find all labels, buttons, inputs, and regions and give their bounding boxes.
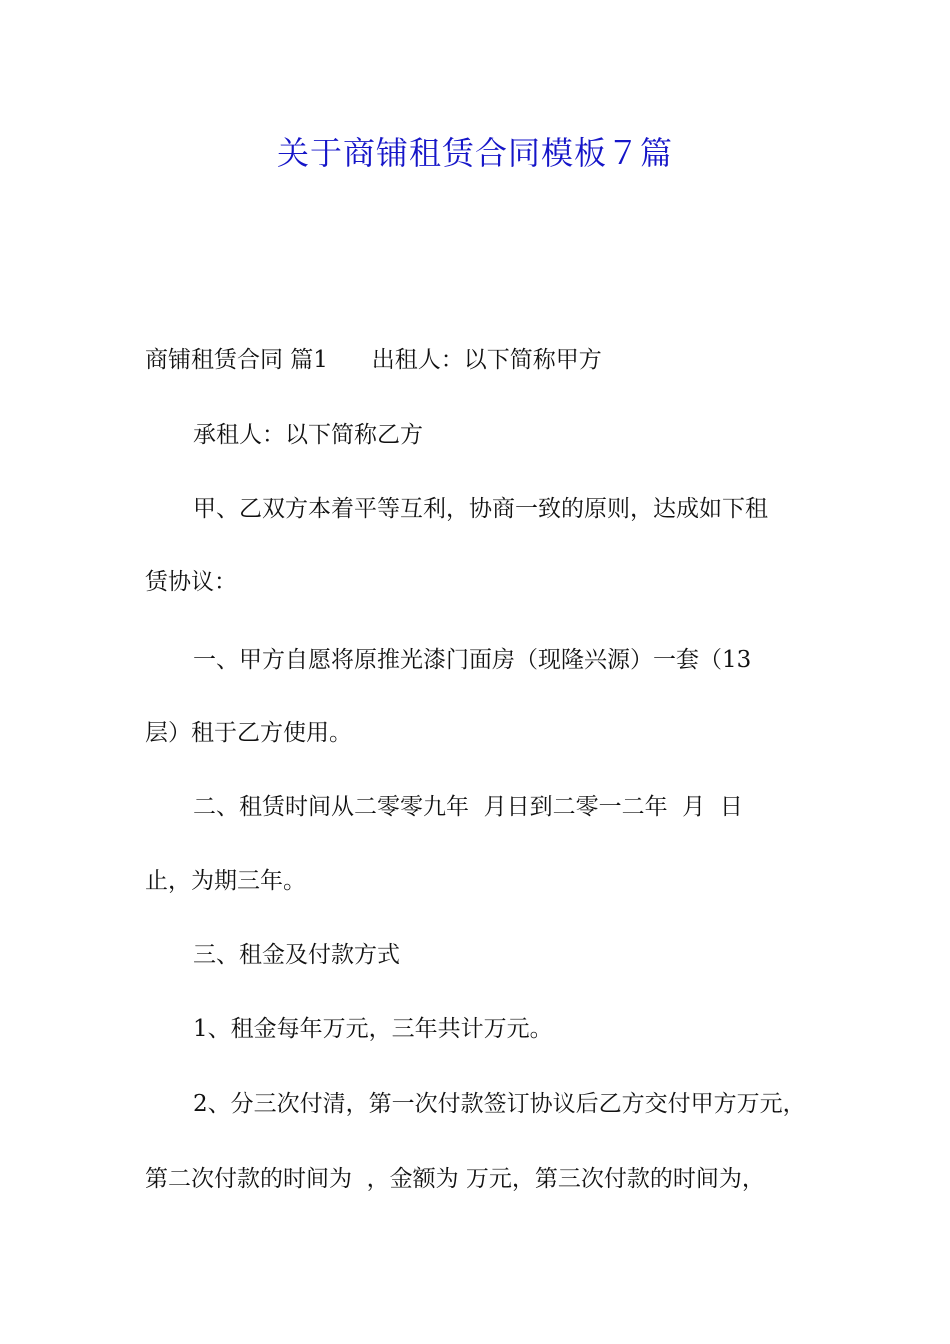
contract-heading-line: 商铺租赁合同 篇1 出租人：以下简称甲方 [145,347,602,373]
clause-one-line: 层）租于乙方使用。 [145,720,352,746]
clause-three-item-2: 第二次付款的时间为 ，金额为 万元，第三次付款的时间为， [145,1166,765,1192]
clause-three-heading: 三、租金及付款方式 [193,942,400,968]
clause-two-line: 二、租赁时间从二零零九年 月日到二零一二年 月 日 [193,794,743,820]
clause-one-line: 一、甲方自愿将原推光漆门面房（现隆兴源）一套（13 [193,647,752,673]
paragraph-line: 甲、乙双方本着平等互利，协商一致的原则，达成如下租 [193,496,768,522]
clause-three-item-2: 2、分三次付清，第一次付款签订协议后乙方交付甲方万元， [193,1091,806,1117]
paragraph-line: 赁协议： [145,569,237,595]
clause-two-line: 止，为期三年。 [145,868,306,894]
document-title: 关于商铺租赁合同模板７篇 [276,134,673,172]
clause-three-item-1: 1、租金每年万元，三年共计万元。 [193,1016,553,1042]
lessee-line: 承租人：以下简称乙方 [193,422,423,448]
